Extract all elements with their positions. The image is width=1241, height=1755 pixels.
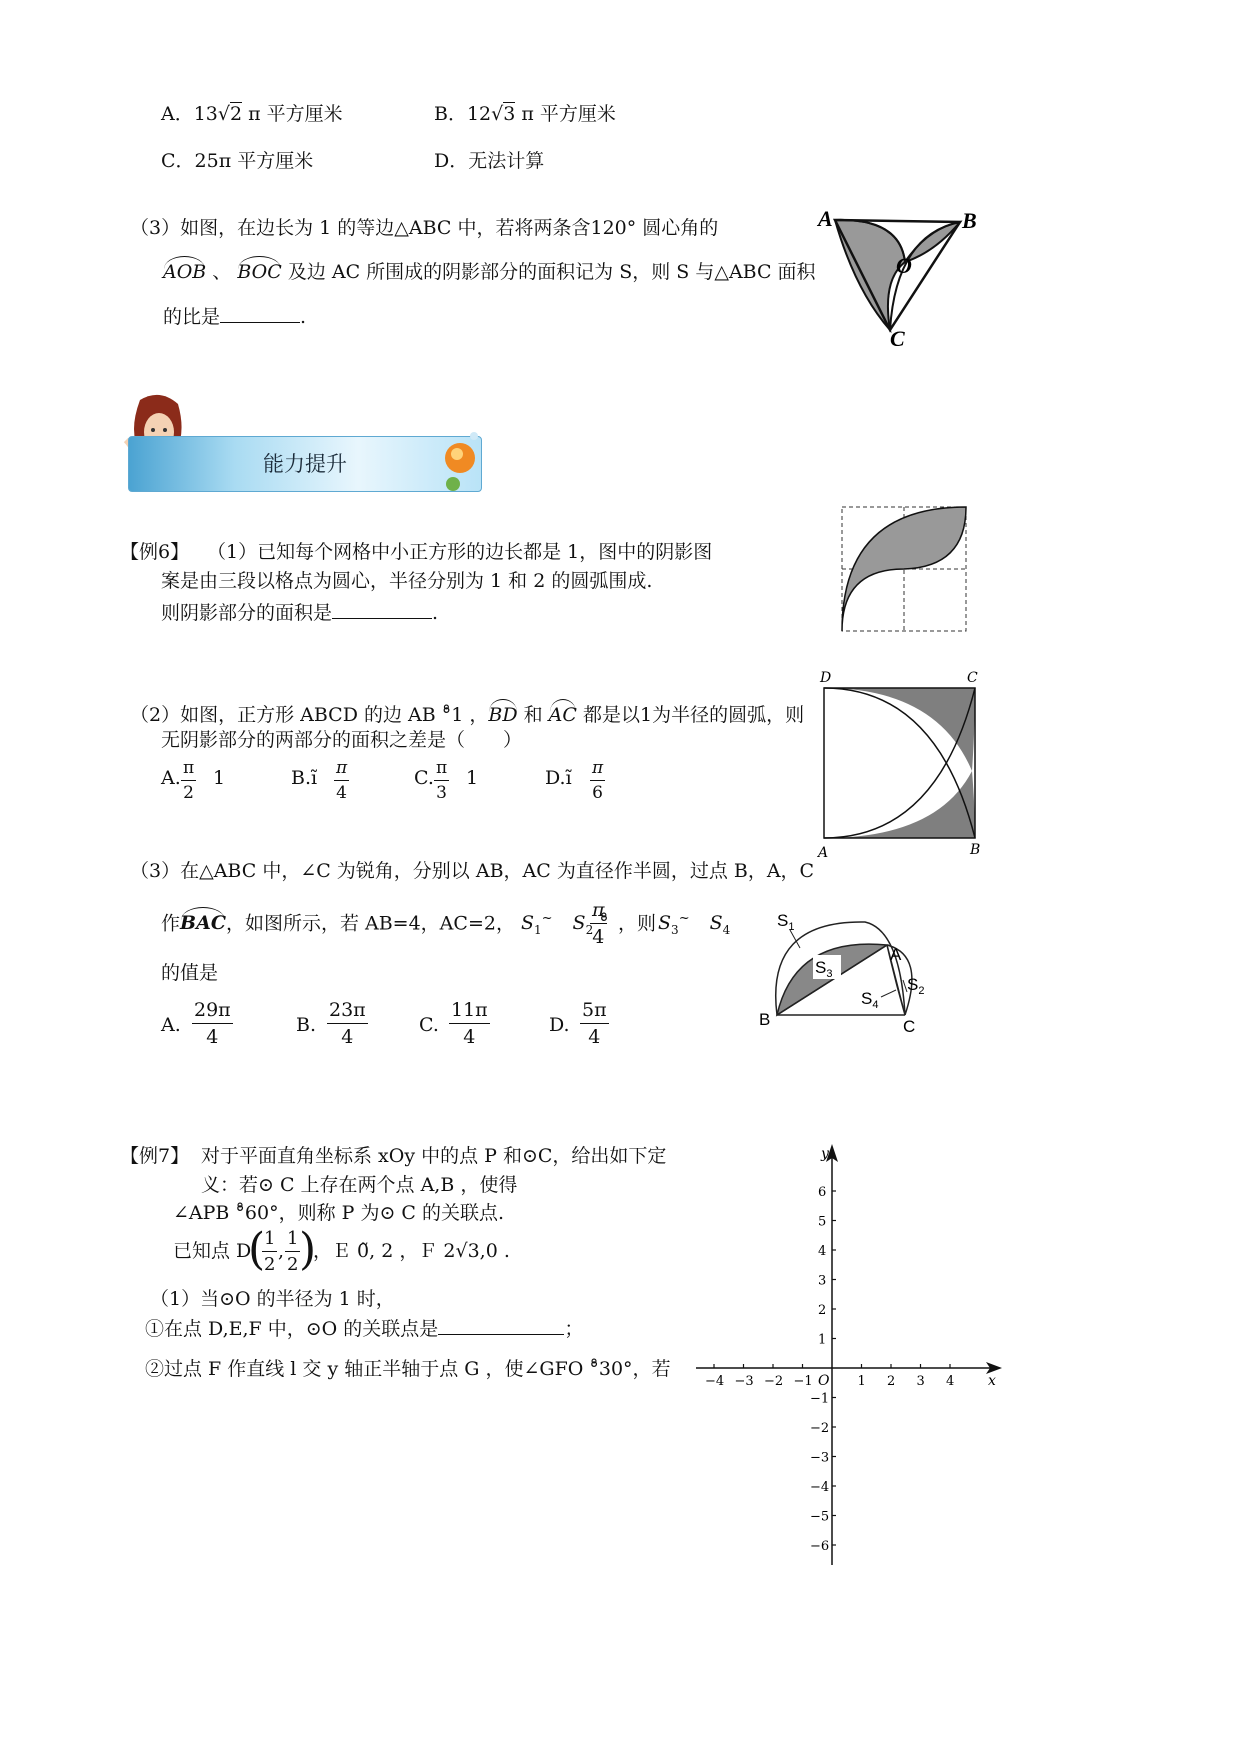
separator: 、 (206, 261, 238, 283)
semicircle-figure (755, 900, 945, 1040)
paren-close: ) (299, 1224, 317, 1275)
y-tick-label: 5 (818, 1214, 827, 1230)
sqrt-symbol: √ (491, 103, 504, 125)
ex6-3-option-b: B. (296, 1014, 317, 1036)
y-tick-label: −3 (810, 1450, 830, 1466)
ex7-line6 (145, 1318, 583, 1339)
q3-line3 (163, 306, 306, 327)
s2-subscript: 2 (585, 923, 594, 938)
shaded-lower (824, 771, 975, 838)
numerator: 1 (285, 1230, 300, 1252)
coordinate-axes (690, 1140, 1010, 1565)
paren-open: ( (248, 1224, 266, 1275)
ex6-2-text-c: 都是以1为半径的圆弧，则 (576, 704, 805, 726)
x-tick-label: 4 (946, 1374, 955, 1389)
square-abcd-figure (812, 668, 987, 860)
numerator: π (434, 760, 449, 781)
label-b: B (759, 1010, 771, 1029)
tilde: ~ (678, 911, 690, 926)
numerator: 11π (449, 1001, 490, 1024)
numerator: 23π (327, 1001, 368, 1024)
ex6-2-option-a: A. (161, 767, 181, 789)
numerator: π (590, 901, 607, 924)
ex7-line4-b: ，Ｅ 0̃, 2 ，Ｆ 2√3,0 . (313, 1240, 510, 1262)
ex7-line3: ∠APB °̊60°，则称 P 为⊙ C 的关联点. (173, 1202, 505, 1224)
ex7-line4-a: 已知点 D (173, 1240, 252, 1262)
denominator: 4 (463, 1026, 476, 1048)
ex6-3-line2 (161, 912, 609, 936)
option-a-unit: π 平方厘米 (248, 103, 343, 125)
y-tick-label: −6 (810, 1539, 830, 1554)
denominator: 3 (436, 783, 447, 803)
ex6-3-option-d-fraction (580, 1001, 609, 1047)
q3-line2 (163, 263, 816, 282)
q3-line1: （3）如图，在边长为 1 的等边△ABC 中，若将两条含120° 圆心角的 (130, 217, 719, 239)
ex6-3-option-c-fraction (449, 1001, 490, 1047)
denominator: 4 (341, 1026, 354, 1048)
label-s4: $S_4$ (861, 989, 879, 1011)
period: . (300, 306, 307, 328)
answer-blank[interactable] (220, 306, 300, 323)
ex7-line7: ②过点 F 作直线 l 交 y 轴正半轴于点 G ，使∠GFO °̊30°，若 (145, 1358, 671, 1380)
d-sep: , (278, 1240, 285, 1262)
ex6-3-option-a: A. (161, 1014, 181, 1036)
arc-bac: BAC (180, 912, 226, 935)
ex6-2-option-d: D.ı̃ (545, 767, 572, 789)
banner-title: 能力提升 (263, 452, 347, 476)
ex6-2-option-b: B.ı̃ (291, 767, 318, 789)
ex7-line1: 对于平面直角坐标系 xOy 中的点 P 和⊙C，给出如下定 (201, 1145, 667, 1167)
ex6-line3-text: 则阴影部分的面积是 (161, 602, 333, 624)
denominator: 2 (183, 783, 194, 803)
s1-symbol: S (520, 912, 534, 935)
label-d: D (820, 670, 832, 686)
numerator: π (590, 760, 605, 781)
semicolon: ； (564, 1318, 584, 1340)
y-tick-label: 2 (818, 1303, 827, 1318)
y-tick-label: 6 (818, 1185, 827, 1200)
option-a-label: A．13 (161, 103, 218, 125)
ex6-line1: （1）已知每个网格中小正方形的边长都是 1，图中的阴影图 (207, 541, 713, 563)
ex6-3-line1: （3）在△ABC 中，∠C 为锐角，分别以 AB，AC 为直径作半圆，过点 B，A，C (130, 860, 815, 882)
x-tick-label: 3 (916, 1374, 925, 1389)
s2-symbol: S (572, 912, 586, 935)
s1-subscript: 1 (533, 923, 542, 938)
y-tick-label: −2 (810, 1421, 830, 1436)
s3-subscript: 3 (671, 923, 679, 938)
label-c: C (890, 326, 905, 350)
option-b-label: B．12 (434, 103, 492, 125)
y-tick-label: −1 (810, 1391, 830, 1407)
ex6-2-option-d-fraction (590, 760, 605, 802)
x-tick-label: −2 (764, 1374, 784, 1389)
label-s1: $S_1$ (777, 911, 795, 933)
option-a (161, 105, 343, 124)
y-tick-label: 1 (818, 1332, 827, 1348)
option-b-radicand: 3 (503, 103, 516, 125)
x-tick-label: 1 (857, 1374, 866, 1389)
ornament-icon (438, 432, 488, 496)
numerator: π (334, 760, 349, 781)
label-b: B (970, 842, 981, 858)
x-tick-label: −3 (734, 1374, 754, 1389)
sqrt-symbol: √ (217, 103, 231, 125)
arc-boc: BOC (237, 261, 282, 283)
ex6-2-option-a-tail: 1 (213, 767, 226, 789)
ex6-2-text-b: 和 (517, 704, 549, 726)
ex7-line5: （1）当⊙O 的半径为 1 时， (150, 1288, 395, 1310)
origin-label: O (818, 1373, 830, 1389)
tilde: ~ (541, 911, 553, 926)
denominator: 6 (592, 783, 603, 803)
label-o: O (896, 253, 912, 278)
x-axis-label: x (988, 1373, 996, 1389)
label-a: A (890, 945, 902, 964)
d-x-fraction (262, 1230, 277, 1274)
x-tick-label: −4 (705, 1374, 725, 1389)
ex6-2-line2: 无阴影部分的两部分的面积之差是（ ） (161, 729, 523, 751)
ex6-2-option-c-fraction (434, 760, 449, 802)
deg-glyph: °̊ (599, 912, 609, 935)
ex6-3-option-b-fraction (327, 1001, 368, 1047)
numerator: 1 (262, 1230, 277, 1252)
denominator: 4 (336, 783, 347, 803)
ex6-3-option-d: D. (549, 1014, 570, 1036)
shaded-upper (824, 688, 975, 771)
ex6-line3 (161, 602, 438, 623)
answer-blank[interactable] (438, 1318, 564, 1335)
triangle-abc-figure (810, 200, 985, 350)
label-c: C (967, 670, 978, 686)
denominator: 2 (264, 1254, 276, 1275)
grid-leaf-figure (838, 503, 972, 637)
y-tick-label: −5 (810, 1509, 830, 1525)
denominator: 2 (287, 1254, 299, 1275)
numerator: 5π (580, 1001, 609, 1024)
s3-symbol: S (658, 912, 672, 935)
denominator: 4 (588, 1026, 601, 1048)
label-s3: $S_3$ (815, 958, 833, 980)
ex7-line2: 义：若⊙ C 上存在两个点 A,B ，使得 (201, 1174, 518, 1196)
arc-bd: BD (488, 704, 518, 726)
ex6-3-option-a-fraction (192, 1001, 233, 1047)
y-tick-label: −4 (810, 1480, 830, 1495)
ex6-2-option-c: C. (414, 767, 434, 789)
period: . (432, 602, 439, 624)
shaded-lens-right (905, 222, 960, 262)
section-banner (120, 392, 485, 502)
ex7-line6-text: ①在点 D,E,F 中，⊙O 的关联点是 (145, 1318, 439, 1340)
ex6-2-line1 (130, 706, 804, 725)
option-b-unit: π 平方厘米 (521, 103, 616, 125)
ex6-2-text-a: （2）如图，正方形 ABCD 的边 AB °̊1 ， (130, 704, 489, 726)
example-7-tag: 【例7】 (120, 1145, 190, 1167)
ex6-2-option-a-fraction (181, 760, 196, 802)
ex6-3-line2-end (618, 912, 730, 936)
label-b: B (962, 208, 977, 233)
ex6-3-pi-over-4 (590, 901, 607, 947)
q3-line2-rest: 及边 AC 所围成的阴影部分的面积记为 S，则 S 与△ABC 面积 (281, 261, 816, 283)
y-axis-label: y (821, 1146, 829, 1162)
option-c: C．25π 平方厘米 (161, 150, 314, 172)
option-b (434, 105, 616, 124)
pointer-s4 (881, 990, 896, 997)
x-tick-label: −1 (793, 1374, 813, 1389)
ex6-3-text-c: ，则 (618, 912, 657, 935)
y-tick-label: 4 (818, 1244, 827, 1259)
denominator: 4 (592, 926, 605, 948)
label-s2: $S_2$ (907, 975, 925, 997)
ex6-line2: 案是由三段以格点为圆心，半径分别为 1 和 2 的圆弧围成. (161, 570, 653, 592)
denominator: 4 (206, 1026, 219, 1048)
label-c: C (903, 1017, 916, 1036)
arc-aob: AOB (163, 261, 207, 283)
s4-subscript: 4 (722, 923, 731, 938)
numerator: π (181, 760, 196, 781)
numerator: 29π (192, 1001, 233, 1024)
ex6-3-text-b: ，如图所示，若 AB=4，AC=2， (225, 912, 515, 935)
q3-line3-text: 的比是 (163, 306, 221, 328)
ex6-3-option-c: C. (419, 1014, 439, 1036)
ex6-2-option-b-fraction (334, 760, 349, 802)
label-a: A (818, 845, 829, 860)
label-a: A (818, 206, 833, 231)
x-tick-label: 2 (887, 1374, 896, 1389)
answer-blank[interactable] (332, 602, 432, 619)
option-a-radicand: 2 (230, 103, 243, 125)
ex6-3-line3: 的值是 (161, 962, 219, 984)
s4-symbol: S (709, 912, 723, 935)
option-d: D．无法计算 (434, 150, 545, 172)
example-6-tag: 【例6】 (120, 541, 190, 563)
ex6-3-text-a: 作 (161, 912, 181, 935)
y-tick-label: 3 (818, 1273, 827, 1289)
ex6-2-option-c-tail: 1 (466, 767, 479, 789)
arc-ac: AC (548, 704, 577, 726)
